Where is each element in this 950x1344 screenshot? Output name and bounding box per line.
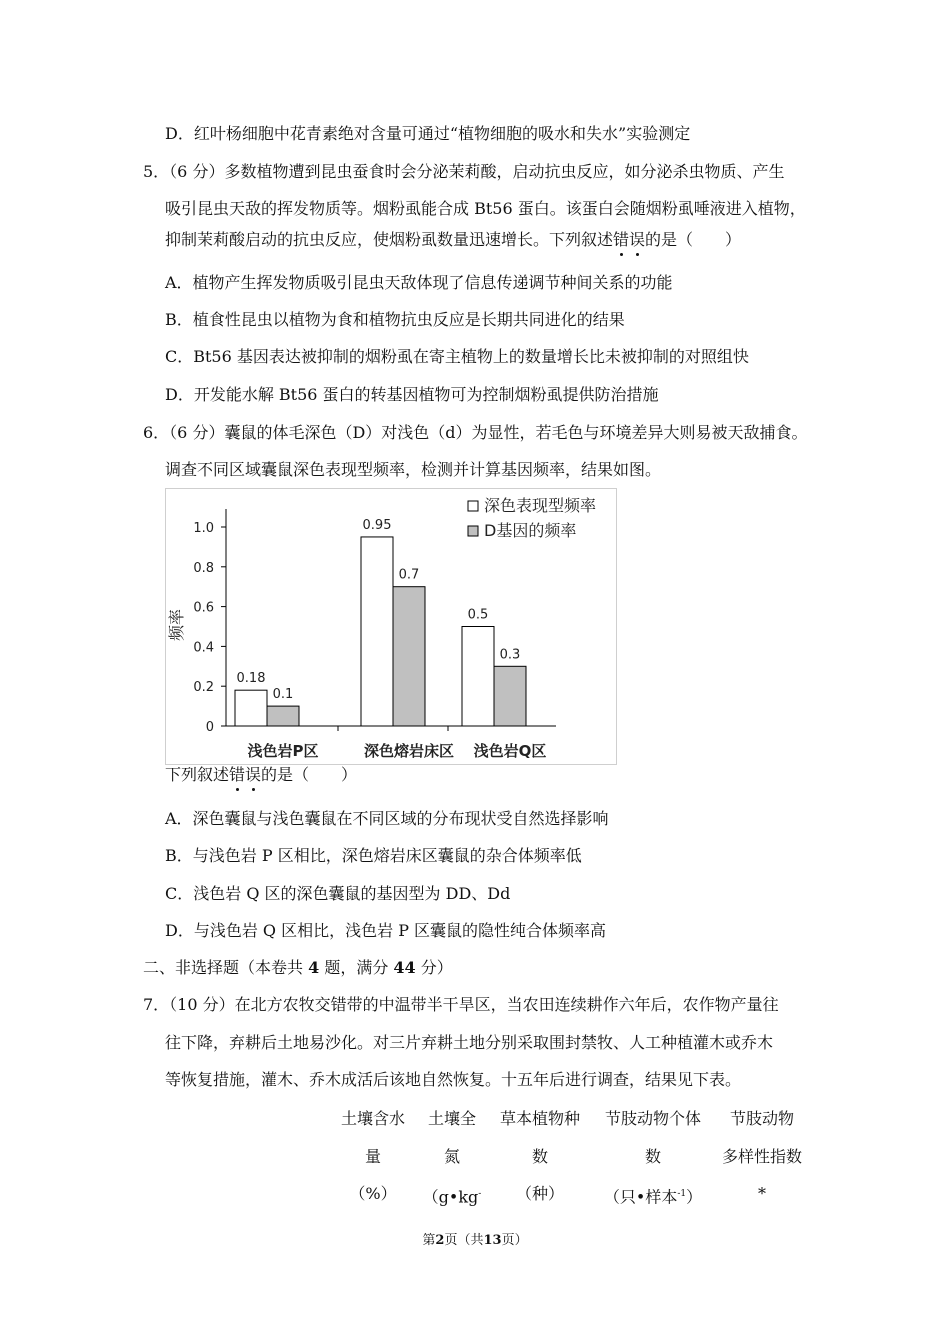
bar-dark-phenotype: [462, 627, 494, 727]
q6-after-chart: [165, 764, 357, 786]
q5-option-a: A．植物产生挥发物质吸引昆虫天敌体现了信息传递调节种间关系的功能: [165, 273, 673, 292]
legend-swatch: [468, 526, 478, 536]
th-herb-3: （种）: [515, 1184, 564, 1203]
q6-option-a: A．深色囊鼠与浅色囊鼠在不同区域的分布现状受自然选择影响: [165, 809, 609, 828]
th-diversity-3: *: [758, 1184, 766, 1203]
bar-d-gene: [494, 666, 526, 726]
footer-post: 页）: [501, 1233, 528, 1248]
section-heading: [143, 957, 453, 979]
section-total-score: 44: [393, 958, 416, 977]
q5-stem-line2: 吸引昆虫天敌的挥发物质等。烟粉虱能合成 Bt56 蛋白。该蛋白会随烟粉虱唾液进入植物，: [165, 199, 806, 218]
th-water-2: 量: [364, 1147, 381, 1166]
bar-value-label: 0.5: [467, 607, 489, 623]
y-tick-label: 0.8: [193, 560, 214, 576]
th-nitrogen-3: [412, 1183, 492, 1208]
emphasis-dot-char: 错: [229, 765, 246, 784]
emphasis-dot-char: 误: [245, 765, 262, 784]
y-tick-label: 1.0: [193, 521, 214, 536]
q7-stem-line2: 往下降，弃耕后土地易沙化。对三片弃耕土地分别采取围封禁牧、人工种植灌木或乔木: [165, 1033, 774, 1052]
th-nitrogen-1: 土壤全: [427, 1109, 476, 1128]
chart-canvas: [166, 489, 616, 764]
th-arthropod-count-3: [592, 1183, 714, 1208]
q5-option-d: D．开发能水解 Bt56 蛋白的转基因植物可为控制烟粉虱提供防治措施: [165, 385, 659, 404]
q7-stem-line3: 等恢复措施，灌木、乔木成活后该地自然恢复。十五年后进行调查，结果见下表。: [165, 1070, 742, 1089]
y-tick-label: 0: [205, 720, 214, 735]
q6-stem-line2: 调查不同区域囊鼠深色表现型频率，检测并计算基因频率，结果如图。: [165, 460, 662, 479]
th-nitrogen-sup: -: [478, 1189, 482, 1199]
footer-mid: 页（共: [444, 1233, 484, 1248]
page-footer: [0, 1229, 950, 1248]
th-arthropod-count-2: 数: [644, 1147, 661, 1166]
bar-value-label: 0.1: [272, 687, 294, 703]
q6-option-d: D．与浅色岩 Q 区相比，浅色岩 P 区囊鼠的隐性纯合体频率高: [165, 921, 607, 940]
th-arthropod-sup: -1: [677, 1189, 687, 1199]
x-category-label: 深色熔岩床区: [363, 742, 455, 760]
th-arthropod-close: ）: [686, 1187, 703, 1207]
y-tick-label: 0.6: [193, 600, 214, 616]
bar-dark-phenotype: [235, 690, 267, 726]
th-herb-1: 草本植物种: [499, 1109, 580, 1128]
footer-page-number: 2: [435, 1233, 445, 1248]
th-diversity-2: 多样性指数: [721, 1147, 802, 1166]
q7-stem-line1: 7．（10 分）在北方农牧交错带的中温带半干旱区，当农田连续耕作六年后，农作物产量往: [143, 995, 779, 1014]
th-water-1: 土壤含水: [340, 1109, 405, 1128]
bar-value-label: 0.3: [499, 647, 521, 663]
q6-after-pre: 下列叙述: [165, 765, 230, 784]
x-category-label: 浅色岩P区: [247, 742, 319, 760]
th-arthropod-unit: （只•样本: [603, 1187, 678, 1207]
q6-option-b: B．与浅色岩 P 区相比，深色熔岩床区囊鼠的杂合体频率低: [165, 846, 582, 865]
q6-after-post: 的是（ ）: [261, 765, 358, 784]
bar-dark-phenotype: [361, 537, 393, 726]
bar-value-label: 0.18: [236, 671, 266, 687]
q4-option-d: D．红叶杨细胞中花青素绝对含量可通过“植物细胞的吸水和失水”实验测定: [165, 124, 691, 143]
legend-label: D基因的频率: [484, 521, 577, 540]
th-nitrogen-unit: （g•kg: [422, 1187, 479, 1207]
y-tick-label: 0.2: [193, 680, 214, 696]
legend-swatch: [468, 501, 478, 511]
emphasis-dot-char: 误: [629, 230, 646, 249]
q5-option-c: C．Bt56 基因表达被抑制的烟粉虱在寄主植物上的数量增长比未被抑制的对照组快: [165, 347, 749, 366]
y-tick-label: 0.4: [193, 640, 214, 656]
y-axis-label: 频率: [167, 608, 186, 642]
section-question-count: 4: [308, 958, 320, 977]
q5-stem-line3-pre: 抑制茉莉酸启动的抗虫反应，使烟粉虱数量迅速增长。下列叙述: [165, 230, 614, 249]
emphasis-dot-char: 错: [613, 230, 630, 249]
q5-stem-line3: [165, 229, 741, 251]
q5-stem-line1: 5．（6 分）多数植物遭到昆虫蚕食时会分泌茉莉酸，启动抗虫反应，如分泌杀虫物质、产生: [143, 162, 785, 181]
section-heading-pre: 二、非选择题（本卷共: [143, 958, 309, 977]
bar-d-gene: [267, 706, 299, 726]
bar-d-gene: [393, 587, 425, 726]
bar-value-label: 0.95: [362, 517, 392, 533]
section-heading-mid: 题，满分: [319, 958, 394, 977]
footer-total-pages: 13: [483, 1233, 502, 1248]
th-diversity-1: 节肢动物: [729, 1109, 794, 1128]
gene-frequency-chart: [165, 488, 617, 765]
section-heading-post: 分）: [415, 958, 453, 977]
q5-option-b: B．植食性昆虫以植物为食和植物抗虫反应是长期共同进化的结果: [165, 310, 625, 329]
x-category-label: 浅色岩Q区: [473, 742, 547, 760]
q6-option-c: C．浅色岩 Q 区的深色囊鼠的基因型为 DD、Dd: [165, 884, 511, 903]
q6-stem-line1: 6．（6 分）囊鼠的体毛深色（D）对浅色（d）为显性，若毛色与环境差异大则易被天敌捕食。: [143, 423, 808, 442]
legend-label: 深色表现型频率: [484, 496, 597, 515]
th-nitrogen-2: 氮: [443, 1147, 460, 1166]
th-herb-2: 数: [531, 1147, 548, 1166]
q5-stem-line3-post: 的是（ ）: [645, 230, 742, 249]
th-arthropod-count-1: 节肢动物个体: [604, 1109, 701, 1128]
footer-pre: 第: [422, 1233, 436, 1248]
bar-value-label: 0.7: [398, 567, 420, 583]
th-water-3: （%）: [349, 1184, 397, 1203]
